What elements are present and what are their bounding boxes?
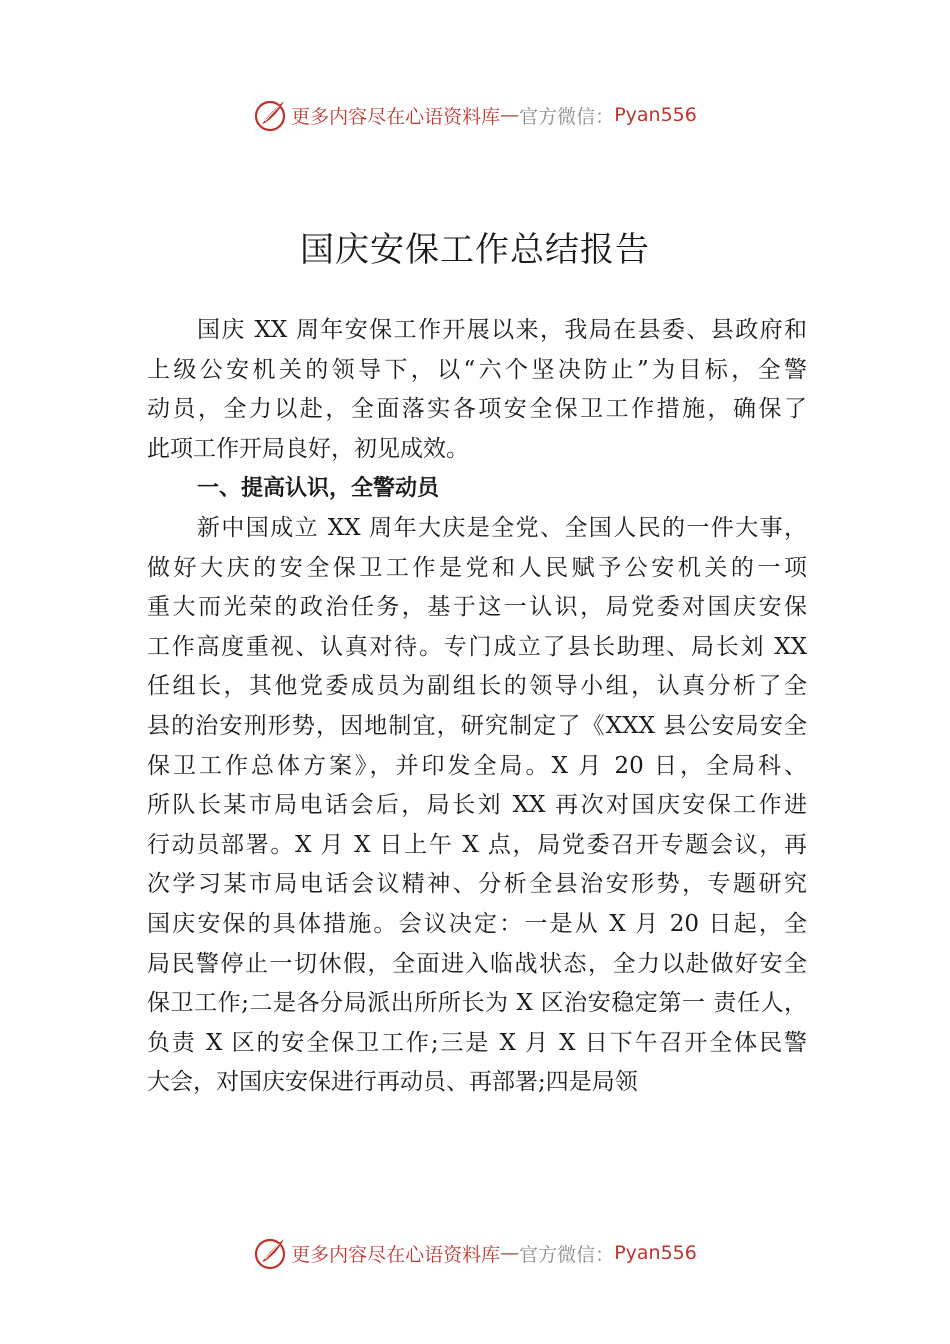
- text-line: 做好大庆的安全保卫工作是党和人民赋予公安机关的一项: [147, 554, 807, 581]
- banner-slogan: 更多内容尽在心语资料库: [291, 1243, 501, 1266]
- banner-wechat-label: 官方微信：: [519, 1243, 615, 1266]
- banner-wechat-id: Pyan556: [614, 104, 697, 126]
- text-line: 保卫工作总体方案》，并印发全局。X 月 20 日，全局科、: [147, 752, 807, 779]
- text-line: 局民警停止一切休假，全面进入临战状态，全力以赴做好安全: [147, 950, 807, 977]
- text-line: 新中国成立 XX 周年大庆是全党、全国人民的一件大事，: [197, 514, 807, 541]
- paragraph-section-1: [147, 509, 807, 1103]
- quill-logo-icon: [253, 97, 289, 133]
- text-line: 县的治安刑形势，因地制宜，研究制定了《XXX 县公安局安全: [147, 712, 807, 739]
- document-body: [147, 311, 807, 1103]
- paragraph-intro: [147, 311, 807, 469]
- text-line: 次学习某市局电话会议精神、分析全县治安形势，专题研究: [147, 871, 807, 898]
- text-line: 国庆安保的具体措施。会议决定：一是从 X 月 20 日起，全: [147, 910, 807, 937]
- text-line: 国庆 XX 周年安保工作开展以来，我局在县委、县政府和: [197, 317, 807, 343]
- footer-banner: [0, 1233, 950, 1273]
- text-line: 上级公安机关的领导下，以“六个坚决防止”为目标，全警: [147, 356, 807, 383]
- text-line: 工作高度重视、认真对待。专门成立了县长助理、局长刘 XX: [147, 633, 807, 660]
- text-line: 此项工作开局良好，初见成效。: [147, 435, 469, 462]
- banner-slogan: 更多内容尽在心语资料库: [291, 105, 501, 128]
- text-line: 任组长，其他党委成员为副组长的领导小组，认真分析了全: [147, 673, 807, 700]
- banner-wechat-id: Pyan556: [614, 1242, 697, 1264]
- quill-logo-icon: [253, 1235, 289, 1271]
- text-line: 保卫工作;二是各分局派出所所长为 X 区治安稳定第一 责任人，: [147, 990, 807, 1017]
- banner-dash: —: [500, 1242, 520, 1264]
- banner-wechat-label: 官方微信：: [519, 105, 615, 128]
- text-line: 动员，全力以赴，全面落实各项安全保卫工作措施，确保了: [147, 396, 807, 423]
- document-title: 国庆安保工作总结报告: [300, 230, 650, 270]
- text-line: 行动员部署。X 月 X 日上午 X 点，局党委召开专题会议，再: [147, 831, 807, 858]
- section-heading: 一、提高认识，全警动员: [197, 476, 440, 502]
- text-line: 重大而光荣的政治任务，基于这一认识，局党委对国庆安保: [147, 594, 807, 621]
- banner-dash: —: [500, 104, 520, 126]
- header-banner: [0, 95, 950, 135]
- text-line: 负责 X 区的安全保卫工作;三是 X 月 X 日下午召开全体民警: [147, 1029, 807, 1056]
- text-line: 大会，对国庆安保进行再动员、再部署;四是局领: [147, 1069, 638, 1096]
- text-line: 所队长某市局电话会后，局长刘 XX 再次对国庆安保工作进: [147, 792, 807, 819]
